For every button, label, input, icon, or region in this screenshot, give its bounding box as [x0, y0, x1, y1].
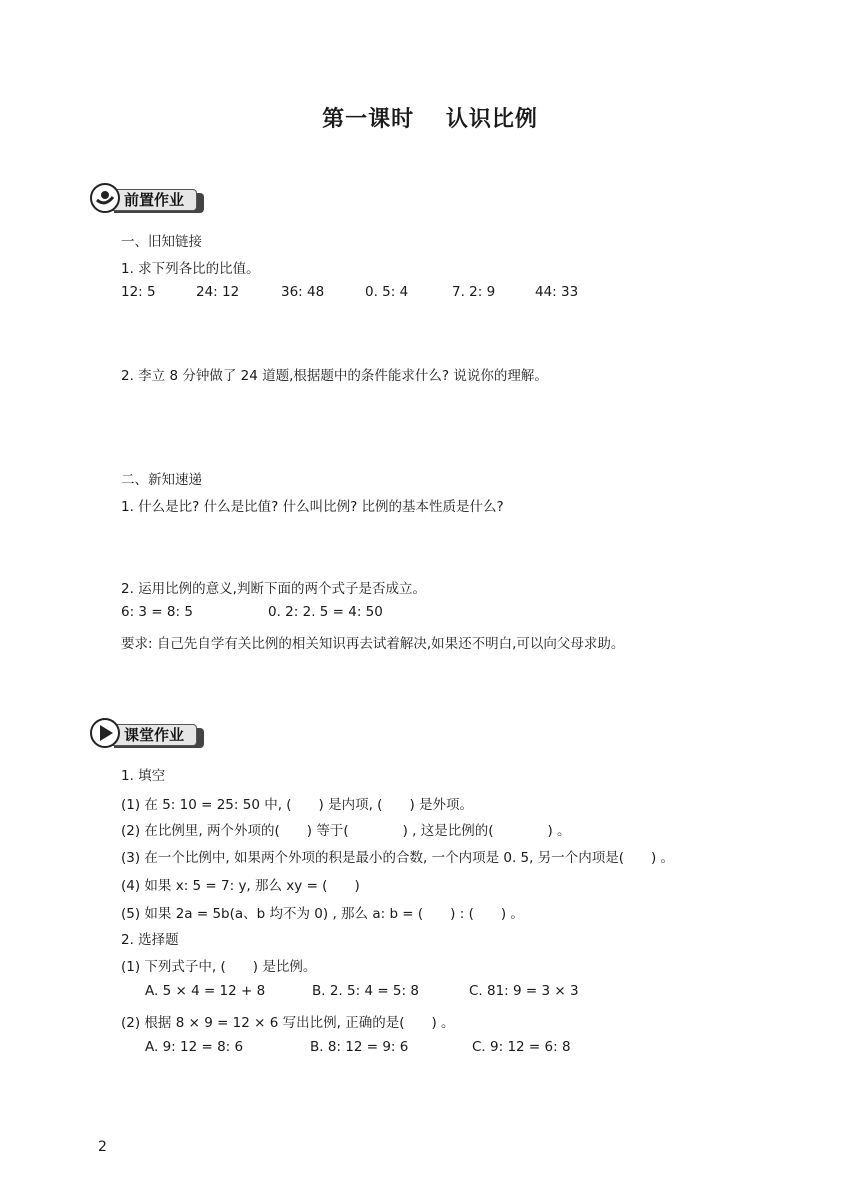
ratio-item: 12: 5: [121, 284, 156, 300]
classwork-q2: 2. 选择题: [121, 932, 179, 948]
page-number: 2: [98, 1139, 107, 1155]
fill-blank-5: (5) 如果 2a = 5b(a、b 均不为 0) , 那么 a: b = ( ) : ( ) 。: [121, 906, 524, 922]
part1-heading: 一、旧知链接: [121, 234, 202, 250]
section-badge-preview: [90, 183, 210, 213]
classwork-q1: 1. 填空: [121, 768, 166, 784]
badge-label: 前置作业: [112, 189, 197, 211]
page-title: 第一课时 认识比例: [322, 107, 538, 132]
question-2: 2. 李立 8 分钟做了 24 道题,根据题中的条件能求什么? 说说你的理解。: [121, 368, 548, 384]
requirement-text: 要求: 自己先自学有关比例的相关知识再去试着解决,如果还不明白,可以向父母求助。: [121, 636, 625, 652]
ratio-item: 0. 5: 4: [365, 284, 409, 300]
choice-1-option-b: B. 2. 5: 4 = 5: 8: [312, 983, 419, 999]
part2-heading: 二、新知速递: [121, 472, 202, 488]
choice-1-option-c: C. 81: 9 = 3 × 3: [469, 983, 579, 999]
choice-1-option-a: A. 5 × 4 = 12 + 8: [145, 983, 266, 999]
section-badge-classwork: [90, 718, 210, 748]
fill-blank-2: (2) 在比例里, 两个外项的( ) 等于( ) , 这是比例的( ) 。: [121, 823, 571, 839]
choice-2-option-b: B. 8: 12 = 9: 6: [310, 1039, 409, 1055]
fill-blank-4: (4) 如果 x: 5 = 7: y, 那么 xy = ( ): [121, 878, 360, 894]
fill-blank-3: (3) 在一个比例中, 如果两个外项的积是最小的合数, 一个内项是 0. 5, 另一个内项是( ) 。: [121, 850, 675, 866]
equation-2: 0. 2: 2. 5 = 4: 50: [268, 604, 383, 620]
pen-icon: [90, 183, 120, 213]
choice-2: (2) 根据 8 × 9 = 12 × 6 写出比例, 正确的是( ) 。: [121, 1015, 455, 1031]
question-1: 1. 求下列各比的比值。: [121, 261, 260, 277]
choice-1: (1) 下列式子中, ( ) 是比例。: [121, 959, 317, 975]
choice-2-option-a: A. 9: 12 = 8: 6: [145, 1039, 244, 1055]
question-4: 2. 运用比例的意义,判断下面的两个式子是否成立。: [121, 581, 426, 597]
ratio-item: 36: 48: [281, 284, 325, 300]
equation-1: 6: 3 = 8: 5: [121, 604, 193, 620]
ratio-item: 7. 2: 9: [452, 284, 496, 300]
ratio-item: 24: 12: [196, 284, 240, 300]
question-3: 1. 什么是比? 什么是比值? 什么叫比例? 比例的基本性质是什么?: [121, 499, 504, 515]
ratio-item: 44: 33: [535, 284, 579, 300]
play-icon: [90, 718, 120, 748]
choice-2-option-c: C. 9: 12 = 6: 8: [472, 1039, 571, 1055]
fill-blank-1: (1) 在 5: 10 = 25: 50 中, ( ) 是内项, ( ) 是外项。: [121, 797, 474, 813]
badge-label: 课堂作业: [112, 724, 197, 746]
